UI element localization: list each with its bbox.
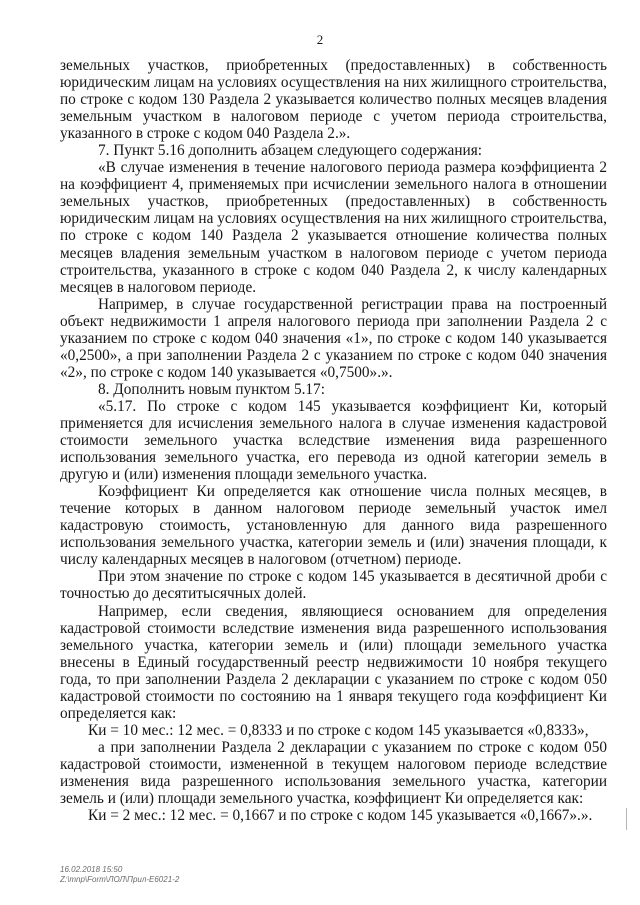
document-body [60,57,607,824]
file-footer [60,865,179,885]
paragraph-precision: При этом значение по строке с кодом 145 указывается в десятичной дроби с точностью до десятитысячных долей. [60,568,607,603]
formula-line-2: Ки = 2 мес.: 12 мес. = 0,1667 и по строке с кодом 145 указывается «0,1667».». [88,807,593,825]
paragraph-ki-definition: Коэффициент Ки определяется как отношение числа полных месяцев, в течение которых в данном налоговом периоде земельный участок имел кадастровую стоимость, установленную для данного вида разрешенного использования земельного участка, категории земель и (или) значения площади, к числу календарных месяцев в налоговом (отчетном) периоде. [60,483,607,569]
page-number: 2 [316,32,324,47]
scan-edge-mark [626,808,627,830]
paragraph-example-1: Например, в случае государственной регистрации права на построенный объект недвижимости 1 апреля налогового периода при заполнении Раздела 2 с указанием по строке с кодом 040 значения «1», по строке с кодом 140 указывается «0,2500», а при заполнении Раздела 2 с указанием по строке с кодом 040 значения «2», по строке с кодом 140 указывается «0,7500».». [60,295,607,381]
footer-file-path: Z:\mnp\Form\ЛОЛ\Прил-E6021-2 [60,875,180,884]
paragraph-5-16-addition: «В случае изменения в течение налогового периода размера коэффициента 2 на коэффициент 4, применяемых при исчислении земельного налога в отношении земельных участков, приобретенных (предоставленных) в собственность юридическим лицам на условиях осуществления на них жилищного строительства, по строке с кодом 140 Раздела 2 указывается отношение количества полных месяцев владения земельным участком в налоговом периоде с учетом периода строительства, указанного в строке с кодом 040 Раздела 2, к числу календарных месяцев в налоговом периоде. [60,159,607,296]
paragraph-5-17: «5.17. По строке с кодом 145 указывается коэффициент Ки, который применяется для исчисления земельного налога в случае изменения кадастровой стоимости земельного участка вследствие изменения вида разрешенного использования земельного участка, его перевода из одной категории земель в другую и (или) изменения площади земельного участка. [60,397,607,484]
paragraph-item-8: 8. Дополнить новым пунктом 5.17: [98,380,325,398]
paragraph-continuation: земельных участков, приобретенных (предоставленных) в собственность юридическим лицам на условиях осуществления на них жилищного строительства, по строке с кодом 130 Раздела 2 указывается количество полных месяцев владения земельным участком в налоговом периоде с учетом периода строительства, указанного в строке с кодом 040 Раздела 2.». [60,57,607,143]
formula-line-1: Ки = 10 мес.: 12 мес. = 0,8333 и по строке с кодом 145 указывается «0,8333», [88,721,589,739]
paragraph-example-2-continued: а при заполнении Раздела 2 декларации с указанием по строке с кодом 050 кадастровой стоимости, измененной в текущем налоговом периоде вследствие изменения вида разрешенного использования земельного участка, категории земель и (или) площади земельного участка, коэффициент Ки определяется как: [60,738,607,808]
paragraph-example-2: Например, если сведения, являющиеся основанием для определения кадастровой стоимости вследствие изменения вида разрешенного использования земельного участка, категории земель и (или) площади земельного участка внесены в Единый государственный реестр недвижимости 10 ноября текущего года, то при заполнении Раздела 2 декларации с указанием по строке с кодом 050 кадастровой стоимости по состоянию на 1 января текущего года коэффициент Ки определяется как: [60,602,607,722]
paragraph-item-7: 7. Пункт 5.16 дополнить абзацем следующего содержания: [98,142,482,160]
footer-timestamp: 16.02.2018 15:50 [60,865,123,874]
